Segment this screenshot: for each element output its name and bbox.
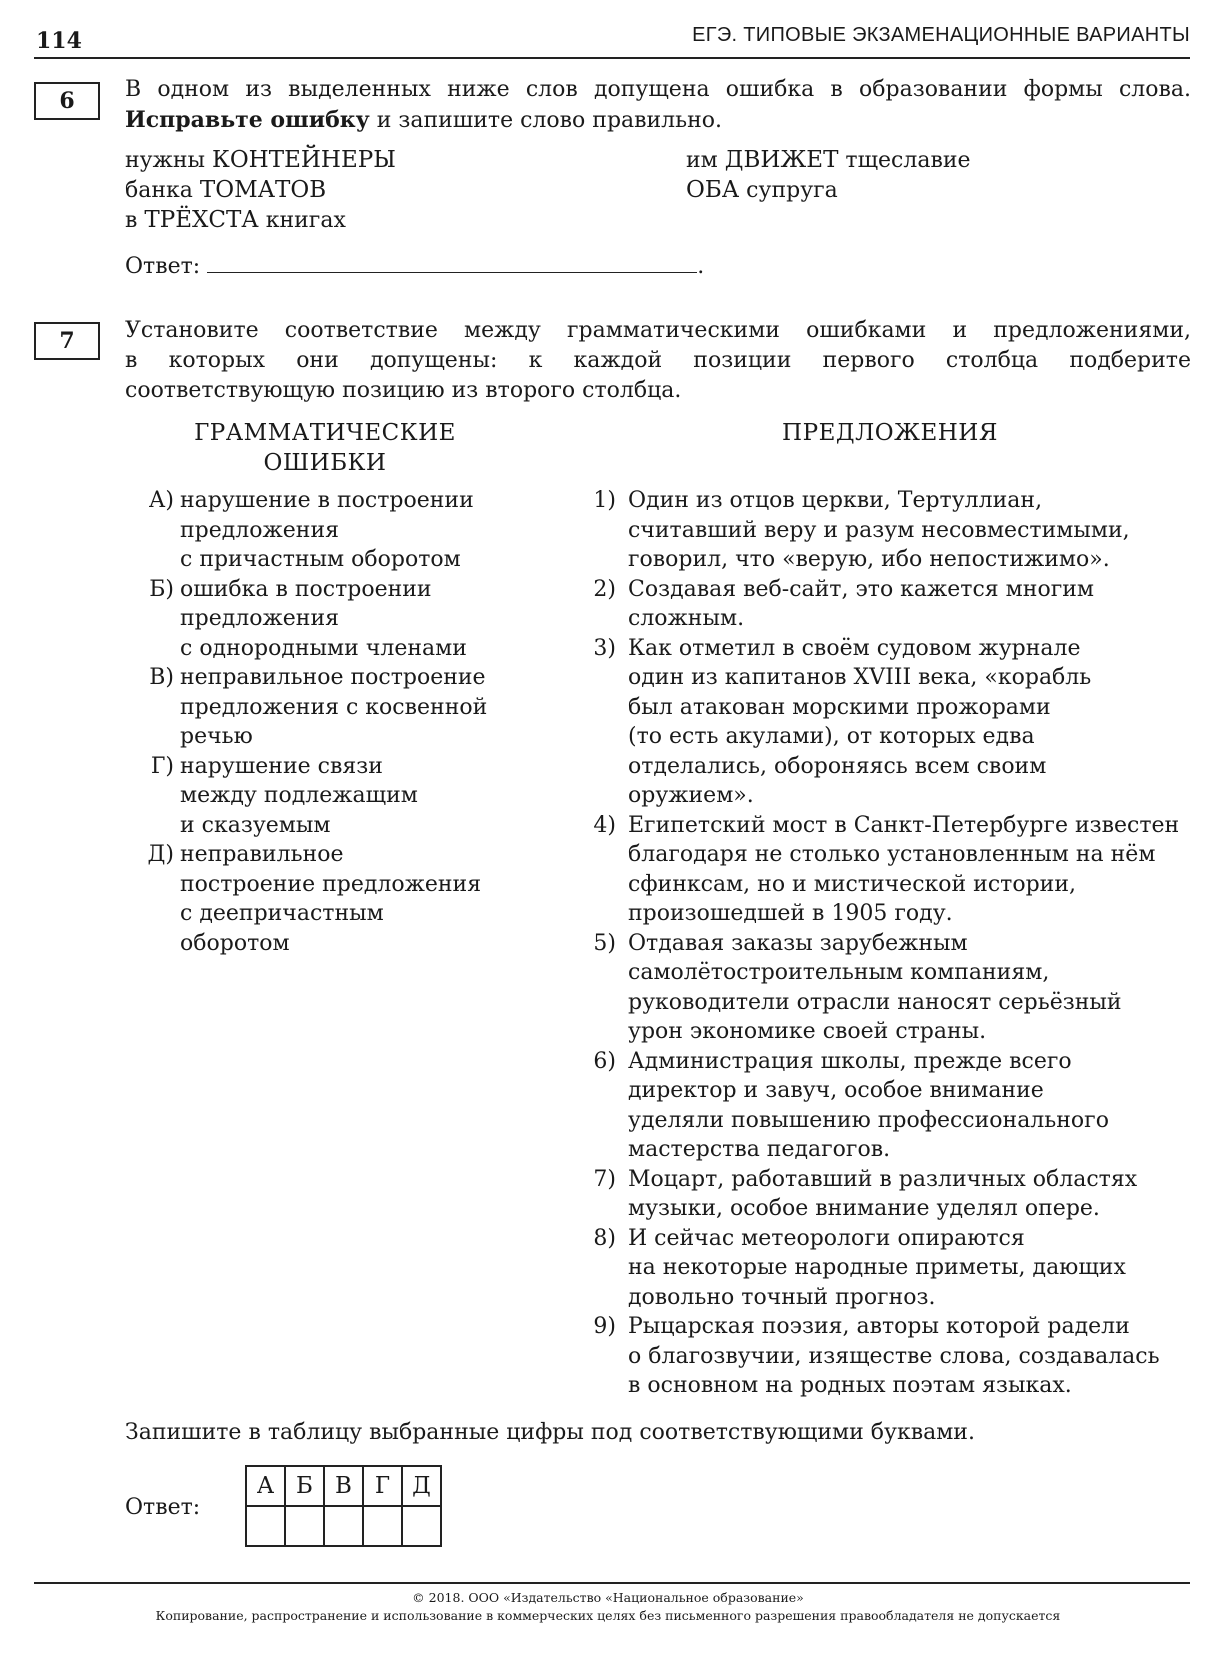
task-6-prompt-bold: Исправьте ошибку: [125, 107, 370, 133]
page-number: 114: [36, 28, 82, 54]
answer-cell-d[interactable]: [402, 1506, 441, 1546]
answer-cell-v[interactable]: [324, 1506, 363, 1546]
header-divider: [34, 57, 1190, 59]
answer-cell-a[interactable]: [246, 1506, 285, 1546]
sentences-column-header: ПРЕДЛОЖЕНИЯ: [782, 420, 998, 446]
running-title: ЕГЭ. ТИПОВЫЕ ЭКЗАМЕНАЦИОННЫЕ ВАРИАНТЫ: [692, 24, 1190, 46]
answer-table: [245, 1465, 442, 1547]
task-7-answer-label: Ответ:: [125, 1495, 201, 1520]
answer-cell-g[interactable]: [363, 1506, 402, 1546]
footer-copyright: © 2018. ООО «Издательство «Национальное образование»: [412, 1590, 804, 1605]
answer-col-v-header: В: [324, 1466, 363, 1506]
sentence-item-7: 7) Моцарт, работавший в различных областях музыки, особое внимание уделял опере.: [593, 1166, 1138, 1221]
answer-col-g-header: Г: [363, 1466, 402, 1506]
error-item-a: А) нарушение в построении предложения с причастным оборотом: [148, 488, 474, 572]
answer-col-d-header: Д: [402, 1466, 441, 1506]
answer-table-input-row: [246, 1506, 441, 1546]
sentence-item-4: 4) Египетский мост в Санкт-Петербурге известен благодаря не столько установленным на нём сфинксам, но и мистической истории, произошедшей в 1905 году.: [593, 812, 1180, 926]
error-item-g: Г) нарушение связи между подлежащим и сказуемым: [150, 753, 418, 838]
task-7-number-box: 7: [34, 322, 100, 360]
task-6-answer-label: Ответ:: [125, 254, 201, 279]
task-6-word-3: в ТРЁХСТА книгах: [125, 207, 346, 233]
task-6-word-2: банка ТОМАТОВ: [125, 177, 327, 203]
task-7-prompt-line2: в которых они допущены: к каждой позиции первого столбца подберите: [125, 348, 1191, 373]
task-6-answer-row: [125, 248, 704, 282]
task-6-word-4: им ДВИЖЕТ тщеславие: [686, 147, 971, 173]
sentences-list: [582, 486, 1194, 1401]
task-6-prompt-line1: В одном из выделенных ниже слов допущена ошибка в образовании формы слова.: [125, 77, 1191, 102]
footer-divider: [34, 1582, 1190, 1584]
footer-notice: Копирование, распространение и использование в коммерческих целях без письменного разрешения правообладателя не допускается: [155, 1608, 1061, 1623]
task-6-answer-line[interactable]: [207, 248, 697, 273]
task-7-prompt-line1: Установите соответствие между грамматическими ошибками и предложениями,: [125, 318, 1191, 343]
sentence-item-5: 5) Отдавая заказы зарубежным самолётостроительным компаниям, руководители отрасли наносят серьёзный урон экономике своей страны.: [593, 930, 1122, 1044]
sentence-item-8: 8) И сейчас метеорологи опираются на некоторые народные приметы, дающих довольно точный прогноз.: [593, 1225, 1126, 1310]
sentence-item-3: 3) Как отметил в своём судовом журнале один из капитанов XVIII века, «корабль был атакован морскими прожорами (то есть акулами), от которых едва отделались, обороняясь всем своим оружием».: [593, 635, 1092, 808]
sentence-item-1: 1) Один из отцов церкви, Тертуллиан, считавший веру и разум несовместимыми, говорил, что «верую, ибо непостижимо».: [593, 488, 1130, 572]
answer-col-a-header: А: [246, 1466, 285, 1506]
sentence-item-6: 6) Администрация школы, прежде всего директор и завуч, особое внимание уделяли повышению профессионального мастерства педагогов.: [593, 1048, 1109, 1162]
task-6-word-1: нужны КОНТЕЙНЕРЫ: [125, 147, 396, 173]
error-item-v: В) неправильное построение предложения с косвенной речью: [149, 665, 488, 749]
task-6-prompt-rest: и запишите слово правильно.: [369, 108, 723, 133]
answer-col-b-header: Б: [285, 1466, 324, 1506]
errors-list: [130, 486, 530, 958]
answer-table-header-row: [246, 1466, 441, 1506]
answer-cell-b[interactable]: [285, 1506, 324, 1546]
task-6-word-5: ОБА супруга: [686, 177, 838, 203]
task-7-prompt: [125, 316, 1191, 406]
task-7-prompt-line3: соответствующую позицию из второго столбца.: [125, 378, 682, 403]
task-6-answer-dot: .: [697, 254, 705, 279]
task-6-number-box: 6: [34, 82, 100, 120]
table-instruction: Запишите в таблицу выбранные цифры под соответствующими буквами.: [125, 1420, 975, 1445]
errors-column-header: ГРАММАТИЧЕСКИЕ ОШИБКИ: [194, 420, 456, 476]
error-item-d: Д) неправильное построение предложения с деепричастным оборотом: [147, 842, 482, 956]
sentence-item-9: 9) Рыцарская поэзия, авторы которой радели о благозвучии, изяществе слова, создавалась в основном на родных поэтам языках.: [593, 1314, 1160, 1398]
error-item-b: Б) ошибка в построении предложения с однородными членами: [149, 576, 467, 661]
task-6-prompt: [125, 75, 1191, 136]
sentence-item-2: 2) Создавая веб-сайт, это кажется многим сложным.: [593, 576, 1094, 631]
